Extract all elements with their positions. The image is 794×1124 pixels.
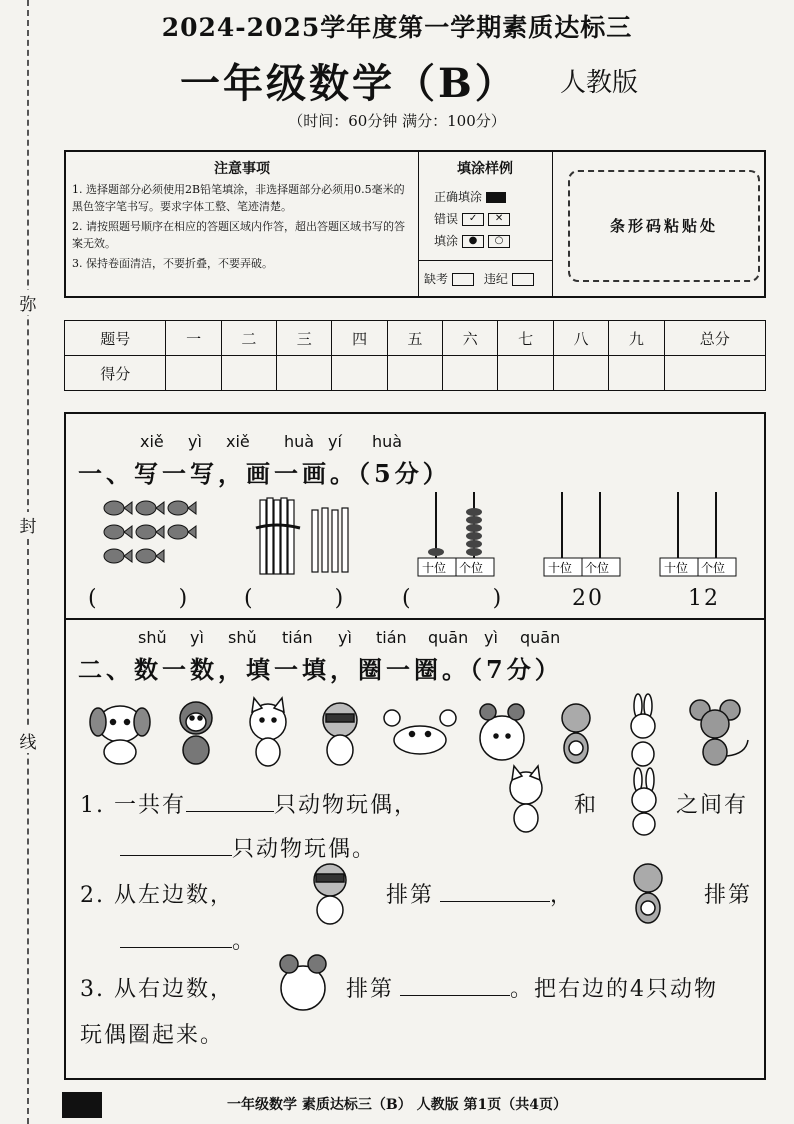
score-cell[interactable] — [387, 356, 442, 391]
section-1-heading: 一、写一写，画一画。（5分） — [78, 459, 451, 488]
cat-icon — [502, 766, 552, 836]
score-cell[interactable] — [166, 356, 221, 391]
score-cell[interactable] — [332, 356, 387, 391]
pinyin: yì — [190, 628, 204, 647]
correct-fill-row — [434, 188, 506, 205]
score-header-row — [65, 321, 766, 356]
question-2-mid — [386, 878, 574, 909]
question-1-cont — [120, 832, 376, 863]
question-2: 2. 从左边数， — [80, 883, 234, 908]
filled-box-icon — [486, 192, 506, 203]
table-cell: 得分 — [65, 356, 166, 391]
pinyin: shǔ — [228, 628, 257, 647]
table-cell: 三 — [277, 321, 332, 356]
score-cell[interactable] — [277, 356, 332, 391]
abacus-icon — [542, 492, 622, 578]
correct-fill-label: 正确填涂 — [434, 190, 483, 204]
pinyin: yì — [188, 432, 202, 451]
abacus-icon — [416, 492, 496, 578]
info-box — [64, 150, 766, 298]
table-cell: 题号 — [65, 321, 166, 356]
question-3-mid — [346, 972, 718, 1003]
violation-box[interactable] — [512, 273, 534, 286]
q3-text: 玩偶圈起来。 — [80, 1023, 225, 1048]
wrong-fill-label: 错误 — [434, 212, 459, 226]
sheep-icon — [274, 952, 332, 1016]
circle-box-icon: ○ — [488, 235, 510, 248]
abacus-icon — [658, 492, 738, 578]
abacus-label: 十位 — [422, 561, 447, 575]
notice-item: 1. 选择题部分必须使用2B铅笔填涂，非选择题部分必须用0.5毫米的黑色签字笔书写。要求字体工整、笔迹清楚。 — [72, 183, 405, 213]
paren-close: ) — [178, 586, 190, 611]
pinyin: tián — [282, 628, 313, 647]
question-3: 3. 从右边数， — [80, 977, 234, 1002]
given-number: 12 — [688, 586, 720, 611]
monkey-icon — [180, 702, 212, 764]
section-1 — [64, 412, 766, 620]
abacus-label: 十位 — [664, 561, 689, 575]
question-2-cont — [120, 924, 256, 955]
score-cell[interactable] — [443, 356, 498, 391]
given-number: 20 — [572, 586, 604, 611]
wrong-fill-label-2: 填涂 — [434, 234, 459, 248]
violation-label: 违纪 — [483, 272, 508, 286]
q2-text: 。 — [232, 929, 257, 954]
q1-text: 1. 一共有 — [80, 793, 186, 818]
pinyin: quān — [428, 628, 469, 647]
notice-panel — [66, 152, 419, 296]
absent-label: 缺考 — [424, 272, 449, 286]
dog-icon — [90, 706, 150, 764]
pinyin: yí — [328, 432, 342, 451]
paren-close: ) — [492, 586, 504, 611]
q1-text: 之间有 — [676, 793, 749, 818]
binding-char: 弥 — [14, 290, 42, 315]
q2-blank-bear[interactable] — [120, 947, 232, 948]
question-1 — [80, 788, 418, 819]
table-cell: 八 — [553, 321, 608, 356]
table-cell: 六 — [443, 321, 498, 356]
fill-sample-panel — [418, 152, 553, 296]
section-2 — [64, 618, 766, 1080]
edition-label: 人教版 — [560, 68, 639, 98]
cross-box-icon: ✕ — [488, 213, 510, 226]
pinyin: xiě — [226, 432, 250, 451]
raccoon-icon — [302, 860, 358, 926]
rabbit-icon — [626, 768, 662, 836]
pinyin: yì — [484, 628, 498, 647]
bear-icon — [626, 860, 670, 926]
notice-item: 2. 请按照题号顺序在相应的答题区域内作答，超出答题区域书写的答案无效。 — [72, 220, 405, 250]
exam-title: 2024-2025学年度第一学期素质达标三 — [161, 13, 633, 42]
q2-text: ， — [550, 883, 575, 908]
fill-sample-title: 填涂样例 — [457, 161, 513, 177]
q2-text: 排第 — [386, 883, 435, 908]
score-cell[interactable] — [609, 356, 664, 391]
answer-blank[interactable] — [244, 586, 354, 611]
q3-text: 排第 — [346, 977, 395, 1002]
q2-blank-raccoon[interactable] — [440, 901, 550, 902]
paren-open: ( — [402, 586, 413, 611]
absent-box[interactable] — [452, 273, 474, 286]
binding-char: 封 — [14, 512, 42, 537]
cat-icon — [250, 698, 286, 766]
animal-row — [86, 696, 756, 768]
abacus-label: 个位 — [459, 561, 484, 575]
check-box-icon: ✓ — [462, 213, 484, 226]
bear-icon — [562, 704, 590, 763]
abacus-label: 个位 — [701, 561, 726, 575]
paren-close: ) — [334, 586, 346, 611]
score-cell[interactable] — [221, 356, 276, 391]
pinyin: huà — [372, 432, 403, 451]
abacus-label: 个位 — [585, 561, 610, 575]
wrong-fill-row-2 — [434, 232, 510, 249]
absent-row — [424, 270, 534, 287]
section-2-heading: 二、数一数，填一填，圈一圈。（7分） — [78, 655, 563, 684]
table-cell: 一 — [166, 321, 221, 356]
table-cell: 九 — [609, 321, 664, 356]
pinyin: tián — [376, 628, 407, 647]
pinyin: quān — [520, 628, 561, 647]
fish-group-icon — [100, 498, 196, 570]
time-info: （时间：60分钟 满分：100分） — [288, 112, 506, 130]
answer-blank[interactable] — [402, 586, 512, 611]
paren-open: ( — [88, 586, 99, 611]
crab-icon — [384, 710, 456, 754]
score-cell[interactable] — [553, 356, 608, 391]
pinyin: shǔ — [138, 628, 167, 647]
pinyin: huà — [284, 432, 315, 451]
answer-blank[interactable] — [88, 586, 198, 611]
q1-text: 和 — [574, 793, 599, 818]
dot-box-icon: ● — [462, 235, 484, 248]
divider — [418, 260, 552, 261]
table-cell: 五 — [387, 321, 442, 356]
sticks-bundle-icon — [256, 494, 356, 584]
score-table — [64, 320, 766, 391]
score-cell[interactable] — [498, 356, 553, 391]
binding-line — [27, 0, 29, 1124]
wrong-fill-row — [434, 210, 510, 227]
subject-title: 一年级数学（B） — [180, 60, 518, 107]
table-cell: 二 — [221, 321, 276, 356]
rabbit-icon — [631, 694, 655, 766]
notice-title: 注意事项 — [214, 161, 270, 177]
q3-text: 。把右边的4只动物 — [510, 977, 719, 1002]
table-cell: 总分 — [664, 321, 765, 356]
q1-text: 只动物玩偶。 — [232, 837, 377, 862]
paren-open: ( — [244, 586, 255, 611]
page-footer: 一年级数学 素质达标三（B） 人教版 第1页（共4页） — [227, 1097, 567, 1113]
table-cell: 七 — [498, 321, 553, 356]
table-cell: 四 — [332, 321, 387, 356]
q2-text: 排第 — [704, 883, 753, 908]
notice-item: 3. 保持卷面清洁，不要折叠，不要弄破。 — [72, 257, 273, 270]
mouse-icon — [690, 700, 748, 765]
abacus-label: 十位 — [548, 561, 573, 575]
score-row — [65, 356, 766, 391]
q1-text: 只动物玩偶， — [273, 793, 418, 818]
q1-blank-total[interactable] — [186, 811, 274, 812]
score-cell[interactable] — [664, 356, 765, 391]
barcode-area: 条形码粘贴处 — [568, 170, 760, 282]
pinyin: xiě — [140, 432, 164, 451]
raccoon-icon — [323, 703, 357, 765]
pinyin: yì — [338, 628, 352, 647]
binding-char: 线 — [14, 728, 42, 753]
q1-blank-between[interactable] — [120, 855, 232, 856]
sheep-icon — [480, 704, 524, 760]
q3-blank-sheep[interactable] — [400, 995, 510, 996]
